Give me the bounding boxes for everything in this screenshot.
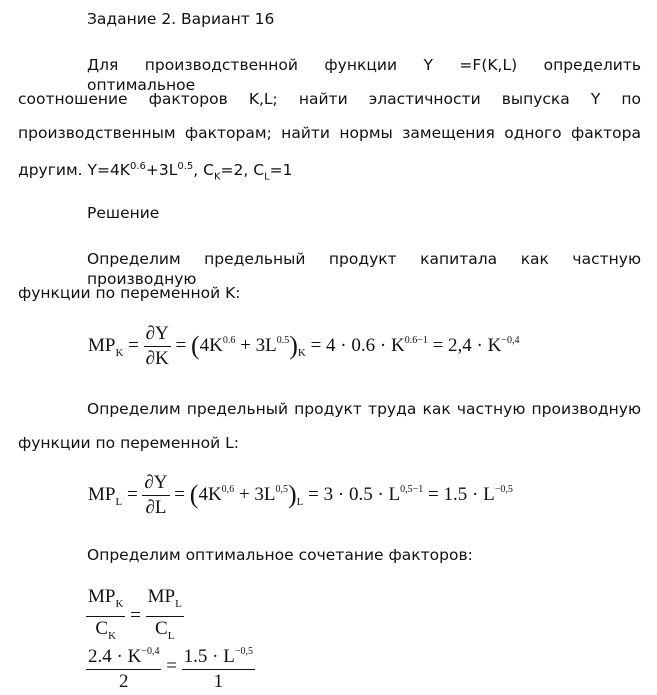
ck-subscript: K <box>213 171 221 183</box>
mpl-subscript: L <box>115 495 123 508</box>
mpl-symbol: MP <box>88 483 116 505</box>
ratio2-right-numerator: $1.5 \cdot L^{-0,5}$ <box>182 641 255 670</box>
term-3l: + 3L <box>238 483 276 505</box>
formula-mpk <box>88 323 519 370</box>
mpl-result-exponent: −0,5 <box>494 483 513 495</box>
partial-denominator: ∂L <box>145 497 167 518</box>
mpk-step: = 4 · 0.6 · K <box>310 334 405 356</box>
ratio2-left-denominator: 2 <box>118 671 129 692</box>
task-function-text: другим. Y=4K <box>18 161 130 180</box>
term-3l: + 3L <box>240 334 277 356</box>
mpl-intro-line-2: функции по переменной L: <box>18 434 239 452</box>
paren-open: ( <box>189 479 199 509</box>
mpl-equals-2: = <box>174 483 186 505</box>
paren-close: ) <box>289 330 298 360</box>
task-title: Задание 2. Вариант 16 <box>87 10 275 28</box>
ratio2-right <box>182 641 255 693</box>
task-line-4 <box>18 157 293 187</box>
mpk-equals-2: = <box>175 334 187 356</box>
ratio2-left <box>86 641 161 693</box>
partial-derivative-l <box>142 472 169 519</box>
task-line-1: Для производственной функции Y =F(K,L) определить оптимальное <box>87 56 641 94</box>
term-3l-exponent: 0,5 <box>275 483 288 495</box>
mpl-result: = 1.5 · L <box>428 483 495 505</box>
mpk-symbol: MP <box>88 334 116 356</box>
cl-subscript: L <box>264 171 270 183</box>
term-4k: 4K <box>199 334 223 356</box>
paren-close: ) <box>288 479 297 509</box>
term-4k-exponent: 0,6 <box>221 483 235 495</box>
ratio-left-denominator: $C_K$ <box>95 618 117 642</box>
ratio2-left-numerator: $2.4 \cdot K^{-0,4}$ <box>86 641 161 670</box>
mpk-intro-line-2: функции по переменной K: <box>18 284 241 302</box>
task-line-2: соотношение факторов K,L; найти эластичности выпуска Y по <box>18 90 641 108</box>
ratio-right-numerator: $MP_L$ <box>146 586 184 617</box>
mpl-intro-line-1: Определим предельный продукт труда как частную производную <box>87 400 641 418</box>
task-line-3: производственным факторам; найти нормы замещения одного фактора <box>18 124 641 142</box>
ratio-right-denominator: $C_L$ <box>155 618 175 642</box>
mpk-result: = 2,4 · K <box>432 334 502 356</box>
mpk-result-exponent: −0,4 <box>501 334 520 346</box>
mpl-step: = 3 · 0.5 · L <box>308 483 401 505</box>
formula-ratio-2 <box>86 641 255 693</box>
mpk-step-exponent: 0.6−1 <box>404 334 428 346</box>
term-4k-exponent: 0.6 <box>222 334 236 346</box>
formula-ratio <box>86 586 184 647</box>
cl-value: =1 <box>269 161 293 180</box>
derivative-subscript: L <box>296 495 304 508</box>
partial-numerator: ∂Y <box>142 472 169 496</box>
ratio-equals: = <box>130 604 141 626</box>
term-4k: 4K <box>198 483 222 505</box>
exponent-k: 0.6 <box>129 161 146 172</box>
exponent-l: 0.5 <box>177 161 194 172</box>
mpk-equals: = <box>128 334 139 356</box>
ratio-left-numerator: $MP_K$ <box>86 586 125 617</box>
task-function-plus: +3L <box>145 161 178 180</box>
optimal-intro: Определим оптимальное сочетание факторов: <box>87 546 473 564</box>
mpl-step-exponent: 0,5−1 <box>400 483 424 495</box>
formula-mpl <box>88 472 513 519</box>
ratio2-right-denominator: 1 <box>213 671 224 692</box>
derivative-subscript: K <box>297 346 306 359</box>
ratio2-equals: = <box>166 655 177 677</box>
mpk-intro-line-1: Определим предельный продукт капитала как частную производную <box>87 250 641 288</box>
partial-denominator: ∂K <box>145 348 169 369</box>
term-3l-exponent: 0.5 <box>276 334 290 346</box>
mpk-subscript: K <box>115 346 124 359</box>
ck-value: =2, C <box>220 161 265 180</box>
mpl-equals: = <box>126 483 138 505</box>
partial-numerator: ∂Y <box>144 323 171 347</box>
ratio-right <box>146 586 184 647</box>
solution-heading: Решение <box>87 204 160 222</box>
partial-derivative-k <box>144 323 171 370</box>
ck-label: , C <box>193 161 214 180</box>
paren-open: ( <box>190 330 200 360</box>
ratio-left <box>86 586 125 647</box>
